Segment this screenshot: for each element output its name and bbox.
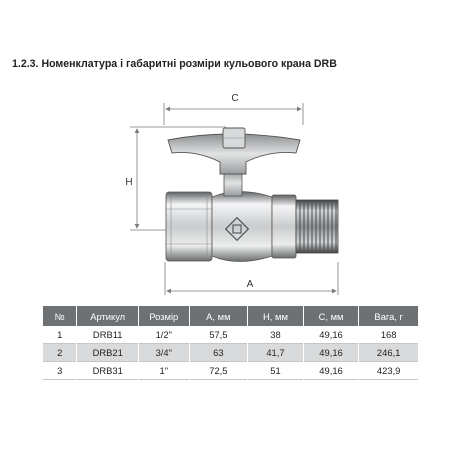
cell-size: 1/2" bbox=[139, 326, 190, 344]
cell-a: 57,5 bbox=[189, 326, 248, 344]
specification-table bbox=[43, 306, 418, 380]
cell-size: 1" bbox=[139, 362, 190, 380]
cell-a: 72,5 bbox=[189, 362, 248, 380]
cell-weight: 246,1 bbox=[359, 344, 418, 362]
dimension-label-h: H bbox=[125, 177, 133, 188]
cell-c: 49,16 bbox=[303, 344, 359, 362]
header-article: Артикул bbox=[77, 306, 139, 326]
cell-h: 51 bbox=[248, 362, 304, 380]
cell-number: 3 bbox=[43, 362, 77, 380]
valve-dimension-drawing bbox=[0, 80, 450, 295]
cell-weight: 168 bbox=[359, 326, 418, 344]
header-c: C, мм bbox=[303, 306, 359, 326]
table-row bbox=[43, 362, 418, 380]
dimension-c bbox=[164, 93, 303, 125]
header-size: Розмір bbox=[139, 306, 190, 326]
cell-article: DRB11 bbox=[77, 326, 139, 344]
dimension-a bbox=[165, 262, 338, 295]
cell-c: 49,16 bbox=[303, 326, 359, 344]
cell-a: 63 bbox=[189, 344, 248, 362]
header-a: A, мм bbox=[189, 306, 248, 326]
cell-number: 1 bbox=[43, 326, 77, 344]
dimension-label-c: C bbox=[231, 93, 239, 104]
cell-article: DRB21 bbox=[77, 344, 139, 362]
header-h: H, мм bbox=[248, 306, 304, 326]
header-number: № bbox=[43, 306, 77, 326]
cell-size: 3/4" bbox=[139, 344, 190, 362]
table-header-row bbox=[43, 306, 418, 326]
table-row bbox=[43, 326, 418, 344]
cell-article: DRB31 bbox=[77, 362, 139, 380]
cell-c: 49,16 bbox=[303, 362, 359, 380]
ball-valve-illustration bbox=[166, 128, 338, 262]
cell-weight: 423,9 bbox=[359, 362, 418, 380]
header-weight: Вага, г bbox=[359, 306, 418, 326]
cell-h: 38 bbox=[248, 326, 304, 344]
table-row bbox=[43, 344, 418, 362]
cell-number: 2 bbox=[43, 344, 77, 362]
section-title: 1.2.3. Номенклатура і габаритні розміри кульового крана DRB bbox=[12, 58, 337, 70]
cell-h: 41,7 bbox=[248, 344, 304, 362]
dimension-label-a: A bbox=[246, 279, 254, 290]
